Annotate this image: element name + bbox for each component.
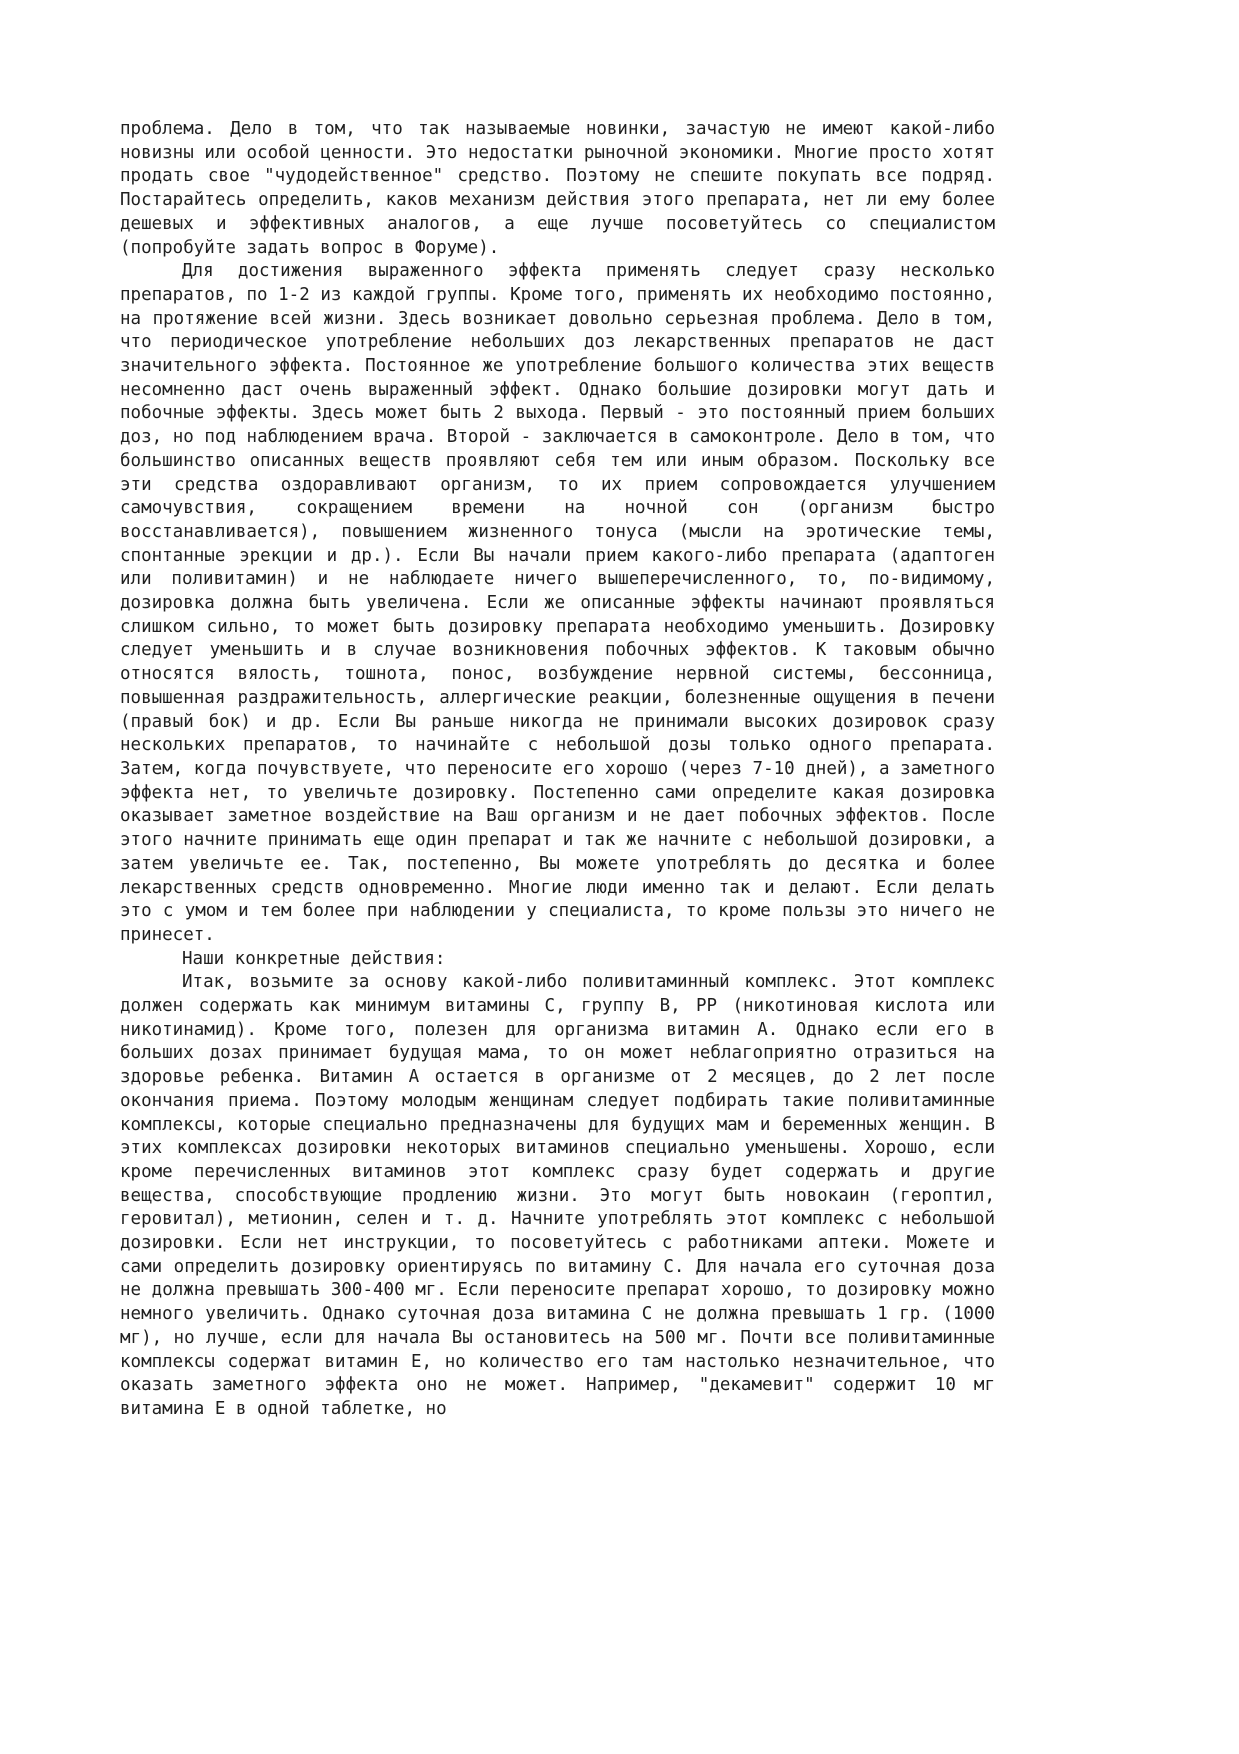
- paragraph-multivitamin-advice: Итак, возьмите за основу какой-либо поливитаминный комплекс. Этот комплекс должен содержать как минимум витамины С, группу B, PP (никотиновая кислота или никотинамид). Кроме того, полезен для организма витамин А. Однако если его в больших дозах принимает будущая мама, то он может неблагоприятно отразиться на здоровье ребенка. Витамин А остается в организме от 2 месяцев, до 2 лет после окончания приема. Поэтому молодым женщинам следует подбирать такие поливитаминные комплексы, которые специально предназначены для будущих мам и беременных женщин. В этих комплексах дозировки некоторых витаминов специально уменьшены. Хорошо, если кроме перечисленных витаминов этот комплекс сразу будет содержать и другие вещества, способствующие продлению жизни. Это могут быть новокаин (героптил, геровитал), метионин, селен и т. д. Начните употреблять этот комплекс с небольшой дозировки. Если нет инструкции, то посоветуйтесь с работниками аптеки. Можете и сами определить дозировку ориентируясь по витамину С. Для начала его суточная доза не должна превышать 300-400 мг. Если переносите препарат хорошо, то дозировку можно немного увеличить. Однако суточная доза витамина С не должна превышать 1 гр. (1000 мг), но лучше, если для начала Вы остановитесь на 500 мг. Почти все поливитаминные комплексы содержат витамин Е, но количество его там настолько незначительное, что оказать заметного эффекта оно не может. Например, "декамевит" содержит 10 мг витамина Е в одной таблетке, но: [120, 972, 995, 1419]
- paragraph-dosage-strategy: Для достижения выраженного эффекта применять следует сразу несколько препаратов, по 1-2 из каждой группы. Кроме того, применять их необходимо постоянно, на протяжение всей жизни. Здесь возникает довольно серьезная проблема. Дело в том, что периодическое употребление небольших доз лекарственных препаратов не даст значительного эффекта. Постоянное же употребление большого количества этих веществ несомненно даст очень выраженный эффект. Однако большие дозировки могут дать и побочные эффекты. Здесь может быть 2 выхода. Первый - это постоянный прием больших доз, но под наблюдением врача. Второй - заключается в самоконтроле. Дело в том, что большинство описанных веществ проявляют себя тем или иным образом. Поскольку все эти средства оздоравливают организм, то их прием сопровождается улучшением самочувствия, сокращением времени на ночной сон (организм быстро восстанавливается), повышением жизненного тонуса (мысли на эротические темы, спонтанные эрекции и др.). Если Вы начали прием какого-либо препарата (адаптоген или поливитамин) и не наблюдаете ничего вышеперечисленного, то, по-видимому, дозировка должна быть увеличена. Если же описанные эффекты начинают проявляться слишком сильно, то может быть дозировку препарата необходимо уменьшить. Дозировку следует уменьшить и в случае возникновения побочных эффектов. К таковым обычно относятся вялость, тошнота, понос, возбуждение нервной системы, бессонница, повышенная раздражительность, аллергические реакции, болезненные ощущения в печени (правый бок) и др. Если Вы раньше никогда не принимали высоких дозировок сразу нескольких препаратов, то начинайте с небольшой дозы только одного препарата. Затем, когда почувствуете, что переносите его хорошо (через 7-10 дней), а заметного эффекта нет, то увеличьте дозировку. Постепенно сами определите какая дозировка оказывает заметное воздействие на Ваш организм и не дает побочных эффектов. После этого начните принимать еще один препарат и так же начните с небольшой дозировки, а затем увеличьте ее. Так, постепенно, Вы можете употреблять до десятка и более лекарственных средств одновременно. Многие люди именно так и делают. Если делать это с умом и тем более при наблюдении у специалиста, то кроме пользы это ничего не принесет.: [120, 261, 995, 945]
- paragraph-intro-continued: проблема. Дело в том, что так называемые новинки, зачастую не имеют какой-либо новизны или особой ценности. Это недостатки рыночной экономики. Многие просто хотят продать свое "чудодейственное" средство. Поэтому не спешите покупать все подряд. Постарайтесь определить, каков механизм действия этого препарата, нет ли ему более дешевых и эффективных аналогов, а еще лучше посоветуйтесь со специалистом (попробуйте задать вопрос в Форуме).: [120, 119, 995, 258]
- section-heading-actions: Наши конкретные действия:: [182, 948, 446, 969]
- document-page: [120, 118, 995, 1422]
